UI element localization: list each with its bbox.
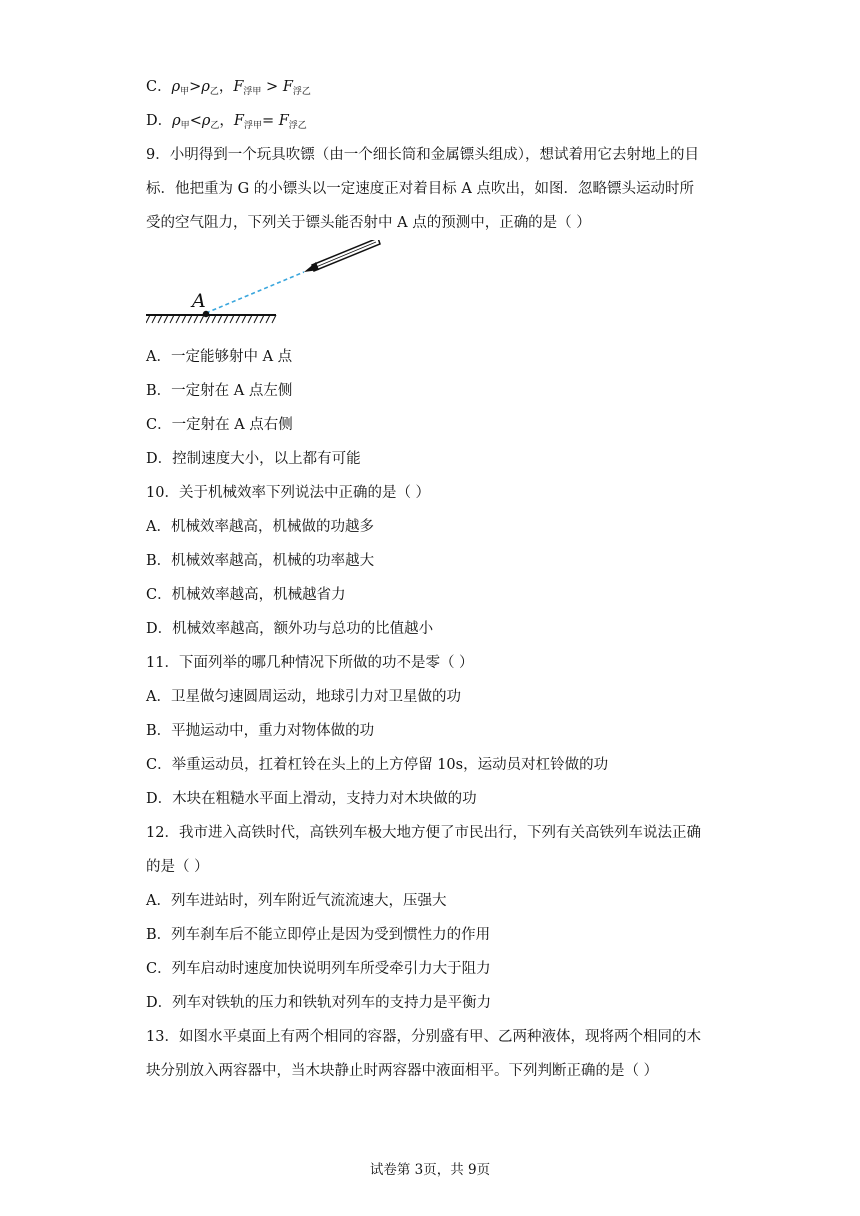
question-stem-line: 11．下面列举的哪几种情况下所做的功不是零（ ） — [146, 655, 474, 671]
dart-figure — [146, 240, 726, 340]
question-stem-line: 12．我市进入高铁时代，高铁列车极大地方便了市民出行，下列有关高铁列车说法正确 — [146, 825, 701, 841]
exam-page-content — [146, 70, 726, 1088]
question-stem-line: 块分别放入两容器中，当木块静止时两容器中液面相平。下列判断正确的是（ ） — [146, 1063, 659, 1079]
question-11 — [146, 646, 726, 816]
option-c: C．一定射在 A 点右侧 — [146, 417, 293, 433]
ground-hatching — [146, 315, 276, 323]
option-b: B．列车刹车后不能立即停止是因为受到惯性力的作用 — [146, 927, 491, 943]
dart-tube-icon — [304, 240, 380, 272]
option-b: B．平抛运动中，重力对物体做的功 — [146, 723, 375, 739]
option-b: B．机械效率越高，机械的功率越大 — [146, 553, 375, 569]
trajectory-line — [206, 272, 304, 313]
question-9 — [146, 138, 726, 476]
option-d: D．机械效率越高，额外功与总功的比值越小 — [146, 621, 434, 637]
option-d-prev: D．$\rho_甲<\rho_乙$，$F_{浮甲}= F_{浮乙}$ — [146, 113, 307, 131]
option-a: A．机械效率越高，机械做的功越多 — [146, 519, 374, 535]
option-c: C．列车启动时速度加快说明列车所受牵引力大于阻力 — [146, 961, 491, 977]
question-10 — [146, 476, 726, 646]
option-d: D．木块在粗糙水平面上滑动，支持力对木块做的功 — [146, 791, 477, 807]
question-13 — [146, 1020, 726, 1088]
option-c-prev: C．$\rho_甲>\rho_乙$，$F_{浮甲} > F_{浮乙}$ — [146, 79, 311, 97]
question-stem-line: 10．关于机械效率下列说法中正确的是（ ） — [146, 485, 431, 501]
option-b: B．一定射在 A 点左侧 — [146, 383, 293, 399]
option-d: D．控制速度大小，以上都有可能 — [146, 451, 361, 467]
question-stem-line: 标．他把重为 G 的小镖头以一定速度正对着目标 A 点吹出，如图．忽略镖头运动时所 — [146, 181, 694, 197]
dart-diagram — [146, 240, 406, 340]
question-stem-line: 9．小明得到一个玩具吹镖（由一个细长筒和金属镖头组成），想试着用它去射地上的目 — [146, 147, 699, 163]
point-a-label: A — [192, 290, 206, 312]
option-c: C．机械效率越高，机械越省力 — [146, 587, 346, 603]
option-a: A．一定能够射中 A 点 — [146, 349, 293, 365]
option-a: A．卫星做匀速圆周运动，地球引力对卫星做的功 — [146, 689, 461, 705]
question-stem-line: 受的空气阻力，下列关于镖头能否射中 A 点的预测中，正确的是（ ） — [146, 215, 591, 231]
option-a: A．列车进站时，列车附近气流流速大，压强大 — [146, 893, 447, 909]
option-c: C．举重运动员，扛着杠铃在头上的上方停留 10s，运动员对杠铃做的功 — [146, 757, 609, 773]
question-stem-line: 13．如图水平桌面上有两个相同的容器，分别盛有甲、乙两种液体，现将两个相同的木 — [146, 1029, 701, 1045]
question-stem-line: 的是（ ） — [146, 859, 209, 875]
option-d: D．列车对铁轨的压力和铁轨对列车的支持力是平衡力 — [146, 995, 492, 1011]
question-12 — [146, 816, 726, 1020]
page-footer: 试卷第 3页，共 9页 — [369, 1162, 491, 1178]
